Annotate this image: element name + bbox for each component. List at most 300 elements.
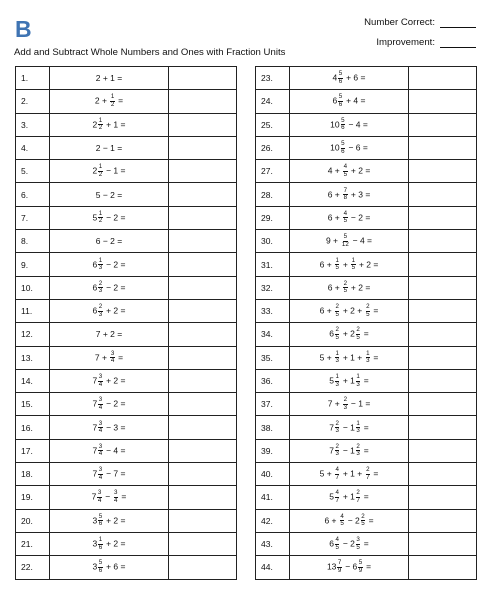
- fraction: [335, 467, 339, 481]
- number-correct-field: [364, 17, 476, 28]
- expression-text: − 3 =: [103, 421, 126, 432]
- answer-cell[interactable]: [409, 253, 477, 276]
- problem-row: [16, 136, 237, 159]
- answer-cell[interactable]: [409, 556, 477, 579]
- fraction-numerator: 3: [98, 466, 103, 474]
- expression-text: 3: [92, 561, 98, 572]
- expression-text: + 2 =: [103, 538, 126, 549]
- expression-text: 7: [92, 445, 98, 456]
- problem-expression: [290, 556, 409, 579]
- answer-cell[interactable]: [169, 323, 237, 346]
- fraction-numerator: 5: [338, 93, 343, 101]
- expression-text: + 2 =: [103, 375, 126, 386]
- fraction-denominator: 5: [361, 520, 365, 528]
- problem-row: [16, 323, 237, 346]
- answer-cell[interactable]: [169, 90, 237, 113]
- answer-cell[interactable]: [409, 206, 477, 229]
- fraction-denominator: 3: [98, 310, 103, 318]
- problem-number: 11.: [16, 299, 50, 322]
- problem-row: [16, 369, 237, 392]
- expression-text: 6 +: [319, 258, 335, 269]
- expression-text: 4 +: [327, 165, 343, 176]
- answer-cell[interactable]: [169, 369, 237, 392]
- expression-text: − 6 =: [346, 142, 368, 153]
- fraction: [98, 560, 102, 574]
- answer-cell[interactable]: [409, 67, 477, 90]
- problems-table-left: [15, 66, 237, 580]
- problem-number: 12.: [16, 323, 50, 346]
- problem-row: [16, 206, 237, 229]
- problem-expression: [290, 253, 409, 276]
- expression-text: 6 +: [324, 515, 339, 526]
- problem-number: 37.: [256, 393, 290, 416]
- problem-expression: [290, 113, 409, 136]
- expression-text: − 4 =: [346, 118, 368, 129]
- problem-row: [256, 369, 477, 392]
- fraction: [356, 444, 360, 458]
- problem-number: 33.: [256, 299, 290, 322]
- fraction-denominator: 6: [338, 100, 343, 108]
- fraction-numerator: 2: [335, 442, 339, 450]
- problem-expression: [50, 509, 169, 532]
- expression-text: − 7 =: [103, 468, 126, 479]
- fraction: [340, 514, 344, 528]
- fraction: [356, 490, 360, 504]
- fraction: [341, 118, 345, 132]
- expression-text: 6: [92, 305, 98, 316]
- expression-text: 2 − 1 =: [95, 143, 123, 154]
- problem-row: [16, 299, 237, 322]
- problem-number: 20.: [16, 509, 50, 532]
- problem-expression: [290, 532, 409, 555]
- answer-cell[interactable]: [409, 90, 477, 113]
- fraction-denominator: 3: [335, 357, 339, 365]
- expression-text: 6 +: [327, 188, 343, 199]
- answer-cell[interactable]: [409, 369, 477, 392]
- problem-number: 31.: [256, 253, 290, 276]
- problem-number: 40.: [256, 463, 290, 486]
- fraction-numerator: 4: [340, 512, 344, 520]
- answer-cell[interactable]: [169, 299, 237, 322]
- problem-row: [256, 486, 477, 509]
- answer-cell[interactable]: [169, 463, 237, 486]
- problem-number: 44.: [256, 556, 290, 579]
- problem-row: [16, 183, 237, 206]
- problem-expression: [290, 206, 409, 229]
- problem-row: [16, 416, 237, 439]
- problem-expression: [290, 299, 409, 322]
- fraction-numerator: 4: [335, 489, 339, 497]
- answer-cell[interactable]: [409, 416, 477, 439]
- answer-cell[interactable]: [169, 160, 237, 183]
- problem-expression: [290, 463, 409, 486]
- fraction: [98, 304, 102, 318]
- answer-cell[interactable]: [169, 136, 237, 159]
- answer-cell[interactable]: [169, 416, 237, 439]
- expression-text: 5: [92, 212, 98, 223]
- expression-text: 2: [92, 165, 98, 176]
- problem-row: [256, 253, 477, 276]
- problem-number: 7.: [16, 206, 50, 229]
- problem-row: [256, 136, 477, 159]
- fraction-denominator: 6: [341, 124, 345, 132]
- fraction-denominator: 3: [335, 427, 339, 435]
- problem-row: [16, 253, 237, 276]
- fraction-numerator: 2: [335, 419, 339, 427]
- expression-text: 7 +: [94, 351, 110, 362]
- expression-text: =: [361, 421, 369, 432]
- fraction: [98, 118, 102, 132]
- problem-number: 39.: [256, 439, 290, 462]
- answer-cell[interactable]: [409, 230, 477, 253]
- problem-expression: [290, 509, 409, 532]
- answer-cell[interactable]: [169, 509, 237, 532]
- problem-expression: [290, 136, 409, 159]
- fraction-denominator: 3: [98, 287, 103, 295]
- fraction-denominator: 4: [110, 357, 115, 365]
- problem-row: [16, 67, 237, 90]
- expression-text: + 1: [340, 375, 355, 386]
- expression-text: 3: [92, 515, 98, 526]
- problem-expression: [290, 346, 409, 369]
- answer-cell[interactable]: [169, 67, 237, 90]
- problem-expression: [290, 393, 409, 416]
- fraction: [110, 94, 114, 108]
- fraction: [335, 421, 339, 435]
- fraction-numerator: 1: [110, 93, 115, 101]
- expression-text: 10: [330, 118, 340, 129]
- fraction-numerator: 1: [356, 419, 360, 427]
- fraction-numerator: 1: [335, 373, 339, 380]
- expression-text: − 2 =: [103, 212, 126, 223]
- expression-text: 5: [329, 491, 335, 502]
- fraction-denominator: 3: [335, 450, 339, 458]
- problem-expression: [50, 136, 169, 159]
- problem-number: 3.: [16, 113, 50, 136]
- fraction: [335, 258, 339, 272]
- expression-text: − 1 =: [103, 165, 126, 176]
- fraction-denominator: 7: [356, 496, 360, 504]
- expression-text: + 1 =: [103, 118, 126, 129]
- fraction-numerator: 5: [338, 70, 343, 78]
- answer-cell[interactable]: [169, 206, 237, 229]
- fraction-denominator: 5: [343, 170, 348, 178]
- fraction-denominator: 12: [341, 240, 349, 248]
- answer-cell[interactable]: [409, 439, 477, 462]
- fraction: [98, 537, 102, 551]
- expression-text: − 4 =: [103, 445, 126, 456]
- answer-cell[interactable]: [409, 183, 477, 206]
- answer-cell[interactable]: [409, 299, 477, 322]
- expression-text: 7 +: [327, 398, 343, 409]
- fraction: [114, 490, 118, 504]
- expression-text: 2: [92, 118, 98, 129]
- fraction-denominator: 5: [343, 287, 348, 295]
- expression-text: 7: [92, 421, 98, 432]
- fraction-denominator: 2: [98, 170, 103, 178]
- expression-text: 7: [329, 445, 335, 456]
- answer-cell[interactable]: [169, 532, 237, 555]
- answer-cell[interactable]: [409, 346, 477, 369]
- answer-cell[interactable]: [409, 113, 477, 136]
- expression-text: =: [361, 538, 369, 549]
- problem-number: 22.: [16, 556, 50, 579]
- fraction-denominator: 5: [335, 264, 339, 272]
- problem-number: 6.: [16, 183, 50, 206]
- fraction-denominator: 3: [335, 380, 339, 388]
- expression-text: =: [371, 468, 379, 479]
- expression-text: 7: [92, 375, 98, 386]
- problem-row: [256, 323, 477, 346]
- answer-cell[interactable]: [169, 230, 237, 253]
- problem-expression: [50, 160, 169, 183]
- fraction-numerator: 3: [97, 489, 102, 497]
- problem-number: 34.: [256, 323, 290, 346]
- problem-row: [256, 160, 477, 183]
- fraction-denominator: 5: [335, 543, 339, 551]
- expression-text: 6 − 2 =: [95, 236, 123, 247]
- expression-text: + 1 +: [340, 351, 365, 362]
- problem-row: [16, 393, 237, 416]
- problem-row: [256, 113, 477, 136]
- problem-row: [256, 439, 477, 462]
- problem-expression: [50, 393, 169, 416]
- fraction: [98, 258, 102, 272]
- fraction: [335, 304, 339, 318]
- fraction: [98, 467, 102, 481]
- fraction: [356, 421, 360, 435]
- problem-number: 35.: [256, 346, 290, 369]
- problem-number: 21.: [16, 532, 50, 555]
- problem-expression: [50, 230, 169, 253]
- expression-text: 5 +: [319, 468, 335, 479]
- expression-text: 4: [332, 72, 338, 83]
- problem-number: 25.: [256, 113, 290, 136]
- fraction-denominator: 6: [98, 566, 103, 574]
- fraction: [98, 514, 102, 528]
- improvement-label: Improvement:: [376, 37, 435, 48]
- fraction-numerator: 2: [356, 442, 360, 450]
- fraction-numerator: 1: [98, 256, 103, 264]
- improvement-field: [376, 37, 476, 48]
- fraction-denominator: 3: [356, 450, 360, 458]
- problem-expression: [50, 439, 169, 462]
- problem-number: 13.: [16, 346, 50, 369]
- problem-row: [16, 439, 237, 462]
- expression-text: 6: [332, 95, 338, 106]
- answer-cell[interactable]: [409, 323, 477, 346]
- fraction: [338, 71, 342, 85]
- problem-expression: [290, 276, 409, 299]
- problem-number: 15.: [16, 393, 50, 416]
- expression-text: =: [371, 305, 379, 316]
- fraction: [335, 490, 339, 504]
- answer-cell[interactable]: [409, 136, 477, 159]
- expression-text: 9 +: [325, 235, 341, 246]
- answer-cell[interactable]: [409, 463, 477, 486]
- problem-expression: [50, 276, 169, 299]
- problem-row: [256, 416, 477, 439]
- expression-text: 13: [326, 561, 337, 572]
- expression-text: + 6 =: [103, 561, 126, 572]
- fraction-denominator: 4: [97, 496, 102, 504]
- problem-number: 43.: [256, 532, 290, 555]
- expression-text: 6 +: [327, 212, 343, 223]
- problem-row: [16, 556, 237, 579]
- problem-expression: [290, 416, 409, 439]
- fraction-numerator: 4: [343, 209, 348, 217]
- fraction: [343, 281, 347, 295]
- expression-text: + 3 =: [348, 188, 371, 199]
- expression-text: + 1 +: [340, 468, 365, 479]
- fraction-numerator: 1: [98, 209, 103, 217]
- fraction-numerator: 2: [366, 466, 370, 474]
- number-correct-blank[interactable]: [440, 17, 476, 28]
- improvement-blank[interactable]: [440, 37, 476, 48]
- answer-cell[interactable]: [409, 509, 477, 532]
- answer-cell[interactable]: [169, 113, 237, 136]
- fraction-numerator: 5: [341, 116, 345, 124]
- fraction-numerator: 2: [343, 279, 348, 287]
- expression-text: − 1: [340, 445, 355, 456]
- problem-row: [256, 276, 477, 299]
- problem-expression: [290, 486, 409, 509]
- expression-text: 10: [330, 142, 340, 153]
- expression-text: 7: [329, 421, 335, 432]
- fraction-numerator: 2: [366, 303, 370, 311]
- problem-expression: [50, 67, 169, 90]
- fraction-numerator: 2: [356, 489, 360, 497]
- expression-text: =: [361, 328, 369, 339]
- problem-expression: [290, 90, 409, 113]
- expression-text: − 2 =: [103, 258, 126, 269]
- expression-text: 5: [329, 375, 335, 386]
- fraction-numerator: 1: [98, 536, 103, 544]
- fraction: [97, 490, 101, 504]
- fraction: [335, 351, 339, 365]
- fraction-numerator: 1: [335, 256, 339, 264]
- expression-text: 3: [92, 538, 98, 549]
- fraction-numerator: 2: [98, 279, 103, 287]
- fraction-numerator: 1: [356, 373, 360, 380]
- fraction-denominator: 5: [356, 333, 360, 341]
- expression-text: 6: [92, 258, 98, 269]
- expression-text: 2 + 1 =: [95, 73, 123, 84]
- problem-row: [256, 532, 477, 555]
- problem-number: 19.: [16, 486, 50, 509]
- problem-expression: [290, 160, 409, 183]
- answer-cell[interactable]: [409, 486, 477, 509]
- problem-expression: [50, 556, 169, 579]
- problem-number: 27.: [256, 160, 290, 183]
- expression-text: 6: [329, 328, 335, 339]
- expression-text: −: [102, 491, 113, 502]
- problem-number: 30.: [256, 230, 290, 253]
- fraction: [343, 188, 347, 202]
- fraction: [98, 444, 102, 458]
- expression-text: − 2 =: [348, 212, 371, 223]
- fraction-denominator: 4: [98, 427, 103, 435]
- answer-cell[interactable]: [169, 393, 237, 416]
- problem-row: [256, 393, 477, 416]
- fraction: [343, 164, 347, 178]
- fraction-denominator: 5: [335, 333, 339, 341]
- fraction-numerator: 7: [343, 186, 348, 194]
- answer-cell[interactable]: [169, 439, 237, 462]
- answer-cell[interactable]: [169, 486, 237, 509]
- problem-number: 24.: [256, 90, 290, 113]
- fraction-numerator: 5: [343, 233, 348, 241]
- expression-text: − 2: [340, 538, 355, 549]
- fraction: [98, 211, 102, 225]
- fraction: [341, 234, 349, 248]
- fraction: [366, 351, 370, 365]
- fraction-numerator: 1: [366, 349, 370, 357]
- fraction-denominator: 2: [98, 217, 103, 225]
- problem-row: [256, 346, 477, 369]
- problem-row: [256, 556, 477, 579]
- expression-text: 7: [92, 398, 98, 409]
- problem-number: 14.: [16, 369, 50, 392]
- problem-number: 42.: [256, 509, 290, 532]
- answer-cell[interactable]: [169, 556, 237, 579]
- answer-cell[interactable]: [169, 183, 237, 206]
- problem-expression: [290, 323, 409, 346]
- fraction: [366, 467, 370, 481]
- answer-cell[interactable]: [409, 160, 477, 183]
- answer-cell[interactable]: [169, 276, 237, 299]
- problem-number: 16.: [16, 416, 50, 439]
- expression-text: 7 + 2 =: [95, 329, 123, 340]
- problem-number: 32.: [256, 276, 290, 299]
- expression-text: + 4 =: [343, 95, 366, 106]
- fraction-denominator: 4: [114, 496, 118, 504]
- problem-number: 8.: [16, 230, 50, 253]
- fraction-numerator: 3: [98, 419, 103, 427]
- fraction: [356, 327, 360, 341]
- problem-number: 10.: [16, 276, 50, 299]
- answer-cell[interactable]: [409, 393, 477, 416]
- answer-cell[interactable]: [409, 532, 477, 555]
- answer-cell[interactable]: [169, 346, 237, 369]
- fraction: [335, 537, 339, 551]
- fraction: [343, 397, 347, 411]
- fraction-numerator: 4: [335, 466, 339, 474]
- problems-table-right: [255, 66, 477, 580]
- worksheet-letter: B: [15, 16, 32, 42]
- expression-text: + 2 =: [348, 165, 371, 176]
- fraction-numerator: 3: [114, 489, 118, 497]
- answer-cell[interactable]: [169, 253, 237, 276]
- fraction: [351, 258, 355, 272]
- problem-row: [16, 230, 237, 253]
- answer-cell[interactable]: [409, 276, 477, 299]
- fraction: [361, 514, 365, 528]
- fraction-denominator: 6: [98, 543, 103, 551]
- problem-row: [16, 276, 237, 299]
- expression-text: +: [340, 258, 351, 269]
- problem-number: 2.: [16, 90, 50, 113]
- fraction-numerator: 3: [98, 396, 103, 404]
- fraction: [98, 397, 102, 411]
- fraction-numerator: 1: [98, 116, 103, 124]
- expression-text: =: [366, 515, 374, 526]
- problem-row: [16, 463, 237, 486]
- expression-text: =: [115, 95, 124, 106]
- problem-number: 23.: [256, 67, 290, 90]
- problem-number: 26.: [256, 136, 290, 159]
- fraction: [337, 560, 341, 574]
